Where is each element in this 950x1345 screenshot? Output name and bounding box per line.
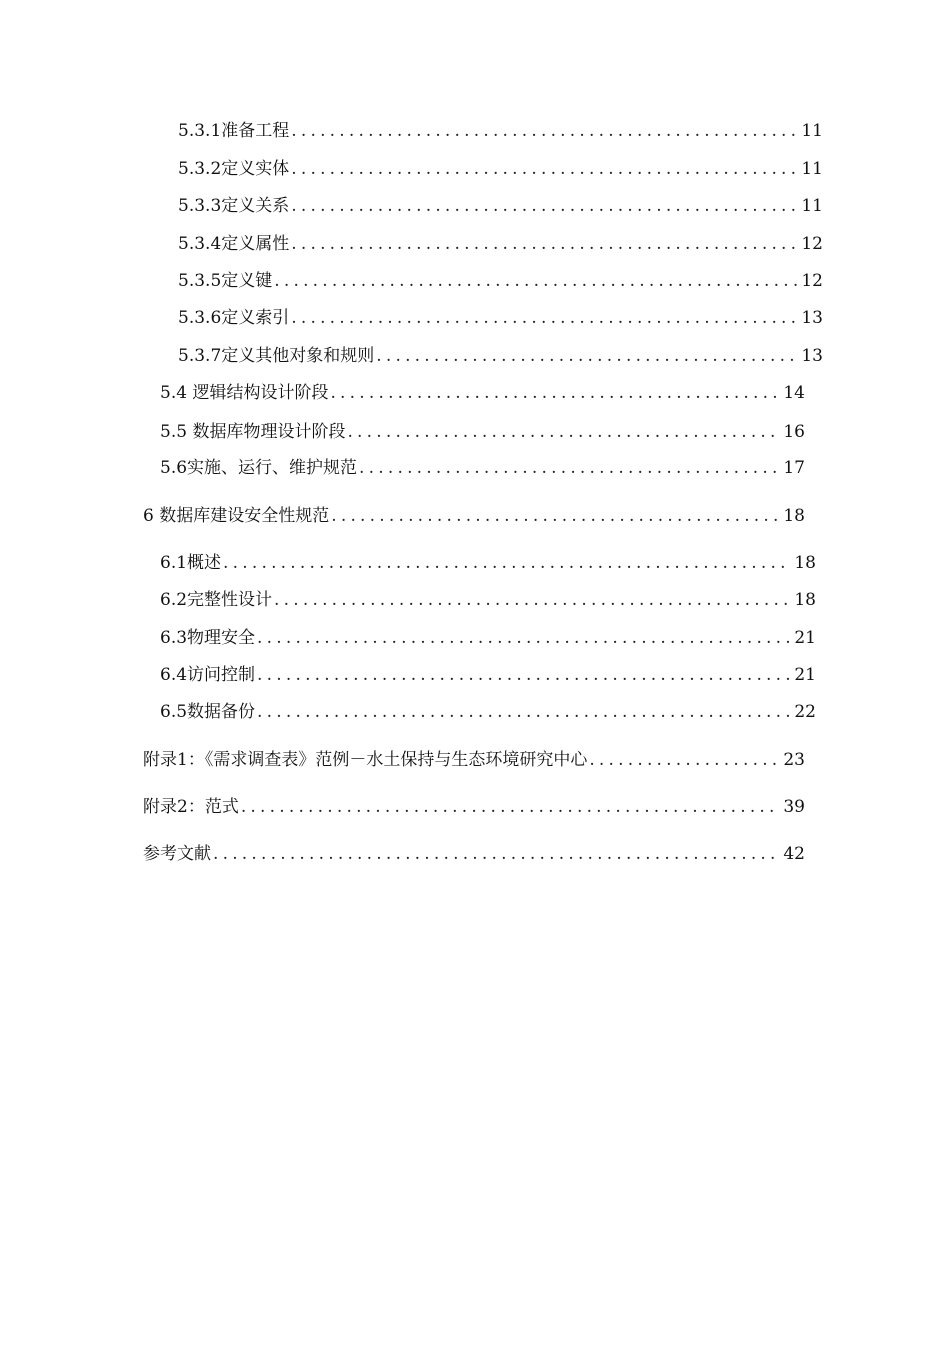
toc-page-number: 17 <box>783 458 805 478</box>
toc-entry-title: 6.5数据备份 <box>160 702 256 722</box>
toc-dot-leader <box>291 233 798 255</box>
toc-entry[interactable] <box>143 505 805 527</box>
toc-dot-leader <box>241 796 781 818</box>
toc-entry-title: 5.3.2定义实体 <box>178 159 290 179</box>
toc-dot-leader <box>376 345 798 367</box>
toc-dot-leader <box>257 627 791 649</box>
toc-entry-title: 6 数据库建设安全性规范 <box>143 506 330 526</box>
toc-dot-leader <box>347 421 780 443</box>
toc-page-number: 39 <box>783 797 805 817</box>
toc-entry-title: 6.3物理安全 <box>160 628 256 648</box>
toc-entry[interactable] <box>160 552 816 574</box>
toc-entry-title: 5.3.4定义属性 <box>178 234 290 254</box>
toc-entry-title: 5.3.3定义关系 <box>178 196 290 216</box>
toc-entry[interactable] <box>160 664 816 686</box>
toc-dot-leader <box>330 382 780 404</box>
toc-entry[interactable] <box>178 270 823 292</box>
toc-entry-title: 6.2完整性设计 <box>160 590 273 610</box>
toc-page-number: 13 <box>801 346 823 366</box>
toc-page-number: 12 <box>801 234 823 254</box>
toc-page-number: 11 <box>801 196 823 216</box>
toc-dot-leader <box>589 749 780 771</box>
toc-page-number: 21 <box>794 628 816 648</box>
toc-entry-title: 5.3.1准备工程 <box>178 121 290 141</box>
toc-page-number: 13 <box>801 308 823 328</box>
toc-entry[interactable] <box>178 195 823 217</box>
toc-entry-title: 6.1概述 <box>160 553 222 573</box>
toc-page-number: 11 <box>801 159 823 179</box>
toc-entry[interactable] <box>160 701 816 723</box>
toc-entry-title: 参考文献 <box>143 844 211 864</box>
toc-page-number: 18 <box>794 590 816 610</box>
toc-entry[interactable] <box>143 749 805 771</box>
toc-entry[interactable] <box>143 843 805 865</box>
toc-entry-title: 5.5 数据库物理设计阶段 <box>160 422 346 442</box>
toc-dot-leader <box>291 158 798 180</box>
toc-dot-leader <box>257 664 791 686</box>
toc-dot-leader <box>291 307 798 329</box>
toc-page-number: 18 <box>794 553 816 573</box>
toc-entry[interactable] <box>160 627 816 649</box>
toc-dot-leader <box>213 843 780 865</box>
toc-page-number: 11 <box>801 121 823 141</box>
toc-dot-leader <box>291 195 798 217</box>
toc-entry-title: 5.3.7定义其他对象和规则 <box>178 346 375 366</box>
toc-entry[interactable] <box>178 120 823 142</box>
toc-dot-leader <box>274 270 798 292</box>
toc-entry[interactable] <box>178 307 823 329</box>
toc-entry[interactable] <box>160 457 805 479</box>
toc-entry[interactable] <box>178 345 823 367</box>
toc-entry[interactable] <box>160 382 805 404</box>
toc-entry-title: 5.3.6定义索引 <box>178 308 290 328</box>
toc-entry-title: 6.4访问控制 <box>160 665 256 685</box>
toc-entry[interactable] <box>160 421 805 443</box>
toc-entry[interactable] <box>143 796 805 818</box>
toc-page-number: 12 <box>801 271 823 291</box>
toc-entry-title: 5.6实施、运行、维护规范 <box>160 458 358 478</box>
toc-dot-leader <box>291 120 798 142</box>
toc-dot-leader <box>331 505 780 527</box>
toc-entry-title: 5.3.5定义键 <box>178 271 273 291</box>
toc-entry[interactable] <box>178 158 823 180</box>
toc-entry[interactable] <box>160 589 816 611</box>
toc-page-number: 21 <box>794 665 816 685</box>
toc-dot-leader <box>274 589 791 611</box>
toc-page-number: 18 <box>783 506 805 526</box>
toc-entry-title: 附录1：《需求调查表》范例－水土保持与生态环境研究中心 <box>143 750 588 770</box>
toc-entry-title: 5.4 逻辑结构设计阶段 <box>160 383 329 403</box>
toc-page-number: 23 <box>783 750 805 770</box>
toc-dot-leader <box>359 457 780 479</box>
toc-entry-title: 附录2：范式 <box>143 797 239 817</box>
toc-page-number: 42 <box>783 844 805 864</box>
toc-entry[interactable] <box>178 233 823 255</box>
toc-dot-leader <box>223 552 791 574</box>
toc-page-number: 22 <box>794 702 816 722</box>
toc-dot-leader <box>257 701 791 723</box>
toc-page-number: 14 <box>783 383 805 403</box>
toc-page-number: 16 <box>783 422 805 442</box>
